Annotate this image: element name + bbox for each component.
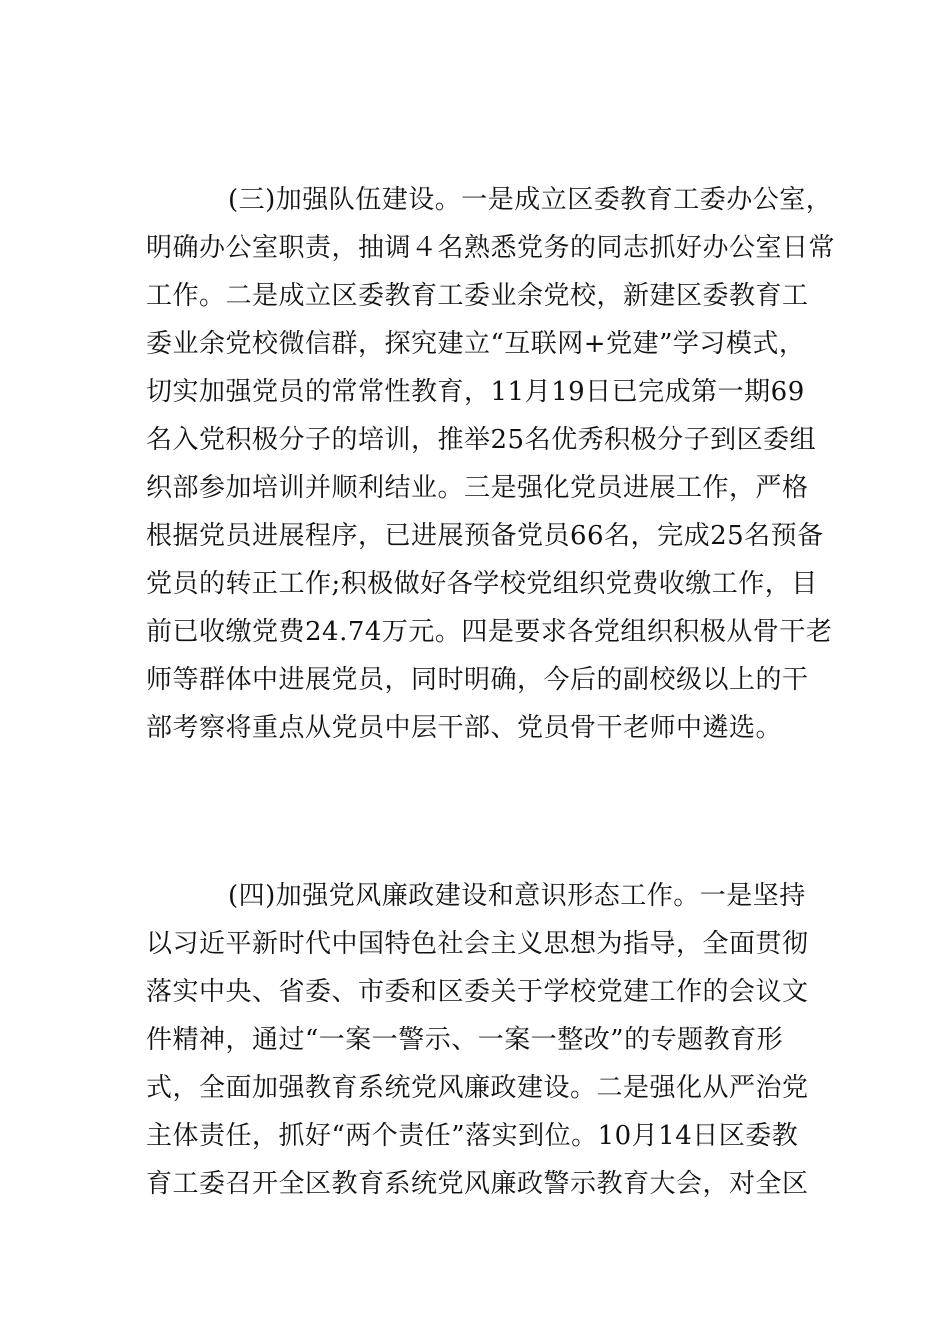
text-line: 明确办公室职责，抽调４名熟悉党务的同志抓好办公室日常 [146,233,836,263]
text-line: (四)加强党风廉政建设和意识形态工作。一是坚持 [228,881,806,911]
text-line: 式，全面加强教育系统党风廉政建设。二是强化从严治党 [146,1073,809,1103]
text-line: 前已收缴党费24.74万元。四是要求各党组织积极从骨干老 [146,617,833,647]
text-line: 工作。二是成立区委教育工委业余党校，新建区委教育工 [146,281,809,311]
text-line: 落实中央、省委、市委和区委关于学校党建工作的会议文 [146,977,809,1007]
text-line: 主体责任，抓好“两个责任”落实到位。10月14日区委教 [146,1121,799,1151]
text-line: 根据党员进展程序，已进展预备党员66名，完成25名预备 [146,521,824,551]
text-line: 师等群体中进展党员，同时明确，今后的副校级以上的干 [146,665,809,695]
text-line: (三)加强队伍建设。一是成立区委教育工委办公室， [228,185,833,215]
text-line: 部考察将重点从党员中层干部、党员骨干老师中遴选。 [146,713,783,743]
text-line: 党员的转正工作;积极做好各学校党组织党费收缴工作，目 [146,569,818,599]
text-line: 件精神，通过“一案一警示、一案一整改”的专题教育形 [146,1025,784,1055]
text-line: 名入党积极分子的培训，推举25名优秀积极分子到区委组 [146,425,817,455]
text-line: 育工委召开全区教育系统党风廉政警示教育大会，对全区 [146,1169,809,1199]
text-line: 委业余党校微信群，探究建立“互联网+党建”学习模式， [146,329,806,359]
text-line: 以习近平新时代中国特色社会主义思想为指导，全面贯彻 [146,929,809,959]
text-line: 织部参加培训并顺利结业。三是强化党员进展工作，严格 [146,473,809,503]
text-line: 切实加强党员的常常性教育，11月19日已完成第一期69 [146,377,805,407]
